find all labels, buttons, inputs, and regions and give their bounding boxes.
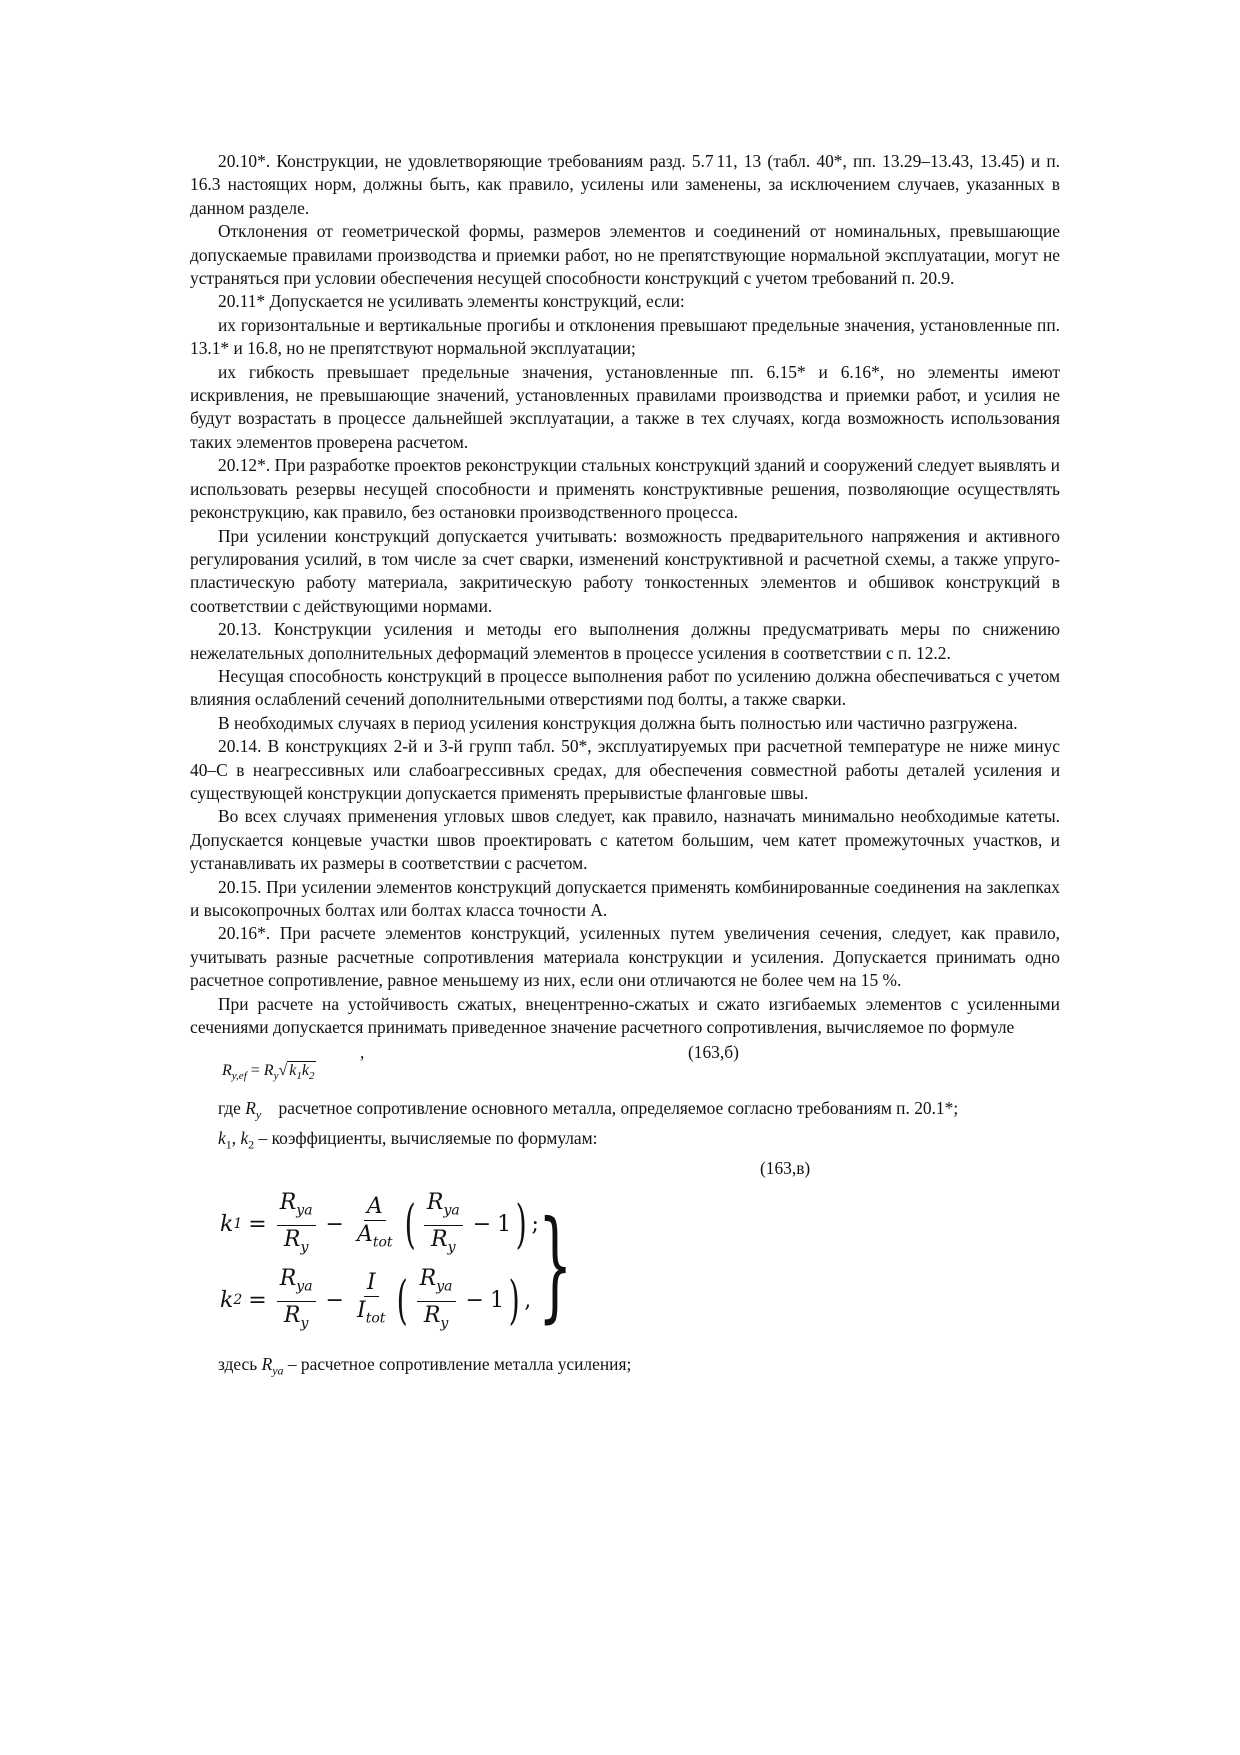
minus-sign: − (325, 1212, 344, 1238)
frac-num: R (279, 1265, 297, 1291)
paragraph-20-11: 20.11* Допускается не усиливать элементы конструкций, если: (218, 291, 685, 312)
fraction-rya-ry (277, 1191, 316, 1260)
paragraph-20-10: 20.10*. Конструкции, не удовлетворяющие требованиям разд. 5.7 11, 13 (табл. 40*, пп. 13.29–13.43, 13.45) и п. 16.3 настоящих норм, должны быть, как правило, усилены или заменены, за исключением случаев, указанных в данном разделе. (190, 151, 1060, 218)
where-ry-prefix: где (218, 1098, 246, 1119)
frac-den-a: A (356, 1222, 373, 1248)
formula-k2-row (220, 1263, 539, 1339)
k-line-k2-sub: 2 (248, 1137, 255, 1152)
frac-num-inner: R (426, 1189, 444, 1215)
formula-163b-comma: , (360, 1042, 365, 1063)
where-ry-symbol-sub: y (255, 1107, 262, 1122)
frac-num-inner-sub: ya (436, 1278, 453, 1295)
frac-num-i: I (364, 1271, 379, 1297)
frac-den-i: I (356, 1298, 366, 1324)
paragraph-k-coefficients (190, 1127, 1060, 1157)
row-end-comma: , (524, 1288, 532, 1314)
frac-den: R (283, 1226, 301, 1252)
here-rya-text: – расчетное сопротивление металла усиления; (283, 1354, 632, 1375)
fraction-rya-ry (277, 1267, 316, 1336)
row-end-semicolon: ; (531, 1212, 539, 1238)
frac-den-i-sub: tot (365, 1310, 386, 1327)
where-ry-text: расчетное сопротивление основного металла, определяемое согласно требованиям п. 20.1*; (261, 1098, 959, 1119)
paragraph-stability: При расчете на устойчивость сжатых, внецентренно-сжатых и сжато изгибаемых элементов с усиленными сечениями допускается принимать приведенное значение расчетного сопротивления, вычисляемое по формуле (190, 993, 1060, 1038)
formula-163b-lhs-sub: y,ef (231, 1070, 247, 1083)
paragraph-20-16: 20.16*. При расчете элементов конструкций, усиленных путем увеличения сечения, следует, как правило, учитывать разные расчетные сопротивления материала конструкции и усиления. Допускается принимать одно расчетное сопротивление, равное меньшему из них, если они отличаются не более чем на 15 %. (190, 923, 1060, 991)
k2-lhs-sub: 2 (233, 1292, 243, 1309)
fraction-i-itot (354, 1271, 388, 1331)
frac-num-sub: ya (296, 1278, 313, 1295)
equals-sign: = (248, 1288, 267, 1314)
paragraph-slenderness: их гибкость превышает предельные значения, установленные пп. 6.15* и 6.16*, но элементы имеют искривления, не превышающие значений, установленных правилами производства и приемки работ, и усилия не будут возрастать в процессе дальнейшей эксплуатации, а также в тех случаях, когда возможность использования таких элементов проверена расчетом. (190, 361, 1060, 452)
formula-163b (190, 1039, 1060, 1097)
frac-num: R (279, 1189, 297, 1215)
frac-den: R (283, 1302, 301, 1328)
k2-lhs: k (220, 1288, 234, 1314)
formula-k1-row (220, 1187, 539, 1263)
formula-163b-k1: k (289, 1062, 297, 1080)
formula-163b-r: R (263, 1062, 274, 1080)
formula-163v-system (220, 1187, 539, 1339)
paragraph-fillet-welds: Во всех случаях применения угловых швов следует, как правило, назначать минимально необходимые катеты. Допускается концевые участки швов проектировать с катетом большим, чем катет промежуточных участков, и устанавливать их размеры в соответствии с расчетом. (190, 806, 1060, 874)
frac-den-a-sub: tot (372, 1234, 393, 1251)
sqrt-sign-icon: √ (278, 1062, 288, 1080)
where-ry-symbol: R (245, 1098, 256, 1119)
here-rya-prefix: здесь (218, 1354, 262, 1375)
formula-163b-k2-sub: 2 (308, 1070, 315, 1083)
document-page (190, 150, 1060, 1383)
formula-163v-number: (163,в) (760, 1158, 811, 1179)
k-line-k1: k (218, 1128, 226, 1149)
frac-den-sub: y (300, 1315, 309, 1332)
fraction-rya-ry-inner (424, 1191, 463, 1260)
k1-lhs-sub: 1 (233, 1216, 243, 1233)
k-line-separator: , (231, 1128, 241, 1149)
paragraph-20-12: 20.12*. При разработке проектов реконструкции стальных конструкций зданий и сооружений следует выявлять и использовать резервы несущей способности и применять конструктивные решения, позволяющие осуществлять реконструкцию, как правило, без остановки производственного процесса. (190, 455, 1060, 523)
formula-163b-radicand (287, 1061, 316, 1083)
right-paren-icon: ) (508, 1271, 520, 1332)
frac-num-inner-sub: ya (443, 1202, 460, 1219)
frac-den-inner-sub: y (447, 1239, 456, 1256)
paragraph-deflections: их горизонтальные и вертикальные прогибы и отклонения превышают предельные значения, установленные пп. 13.1* и 16.8, но не препятствуют нормальной эксплуатации; (190, 314, 1060, 359)
frac-num-sub: ya (296, 1202, 313, 1219)
formula-163b-equals: = (246, 1062, 264, 1080)
one: 1 (497, 1212, 512, 1238)
left-paren-icon: ( (404, 1195, 416, 1256)
paragraph-20-15: 20.15. При усилении элементов конструкций допускается применять комбинированные соединения на заклепках и высокопрочных болтах или болтах класса точности А. (190, 876, 1060, 920)
frac-den-inner: R (431, 1226, 448, 1252)
paragraph-bearing-capacity: Несущая способность конструкций в процессе выполнения работ по усилению должна обеспечиваться с учетом влияния ослаблений сечений дополнительными отверстиями под болты, а также сварки. (190, 665, 1060, 710)
paragraph-strengthening: При усилении конструкций допускается учитывать: возможность предварительного напряжения и активного регулирования усилий, в том числе за счет сварки, изменений конструктивной и расчетной схемы, а также упруго-пластическую работу материала, закритическую работу тонкостенных элементов и обшивок конструкций в соответствии с действующими нормами. (190, 525, 1060, 616)
paragraph-deviations: Отклонения от геометрической формы, размеров элементов и соединений от номинальных, превышающие допускаемые правилами производства и приемки работ, но не препятствующие нормальной эксплуатации, могут не устраняться при условии обеспечения несущей способности конструкций с учетом требований п. 20.9. (190, 221, 1060, 289)
one: 1 (489, 1288, 504, 1314)
paragraph-unloading: В необходимых случаях в период усиления конструкция должна быть полностью или частично разгружена. (218, 712, 1018, 733)
formula-163b-k2: k (301, 1062, 309, 1080)
equals-sign: = (248, 1212, 267, 1238)
formula-163v (190, 1157, 1060, 1353)
right-brace-icon: } (538, 1196, 573, 1336)
formula-163b-lhs: R (222, 1062, 232, 1080)
frac-den-inner-sub: y (440, 1315, 449, 1332)
right-paren-icon: ) (515, 1195, 527, 1256)
formula-163b-expression (222, 1059, 316, 1089)
minus-sign: − (325, 1288, 344, 1314)
paragraph-20-14: 20.14. В конструкциях 2-й и 3-й групп табл. 50*, эксплуатируемых при расчетной температуре не ниже минус 40–С в неагрессивных или слабоагрессивных средах, для обеспечения совместной работы деталей усиления и существующей конструкции допускается применять прерывистые фланговые швы. (190, 736, 1060, 803)
here-rya-symbol-sub: ya (272, 1363, 284, 1378)
frac-num-inner: R (419, 1265, 437, 1291)
formula-163b-r-sub: y (273, 1070, 279, 1083)
fraction-rya-ry-inner (417, 1267, 456, 1336)
k-line-text: – коэффициенты, вычисляемые по формулам: (254, 1128, 598, 1149)
paragraph-20-13: 20.13. Конструкции усиления и методы его выполнения должны предусматривать меры по снижению нежелательных дополнительных деформаций элементов в процессе усиления в соответствии с п. 12.2. (190, 619, 1060, 663)
minus-sign-inner: − (472, 1212, 492, 1238)
paragraph-where-ry (190, 1097, 1060, 1127)
paragraph-here-rya (190, 1353, 1060, 1383)
frac-den-inner: R (423, 1302, 441, 1328)
frac-num-a: A (364, 1195, 386, 1221)
here-rya-symbol: R (261, 1354, 273, 1375)
frac-den-sub: y (300, 1239, 309, 1256)
k-line-k2: k (240, 1128, 249, 1149)
k-line-k1-sub: 1 (225, 1137, 232, 1152)
minus-sign-inner: − (465, 1288, 484, 1314)
left-paren-icon: ( (396, 1271, 409, 1332)
formula-163b-k1-sub: 1 (296, 1070, 302, 1083)
k1-lhs: k (220, 1212, 234, 1238)
formula-163b-number: (163,б) (688, 1042, 739, 1063)
fraction-a-atot (354, 1195, 396, 1255)
